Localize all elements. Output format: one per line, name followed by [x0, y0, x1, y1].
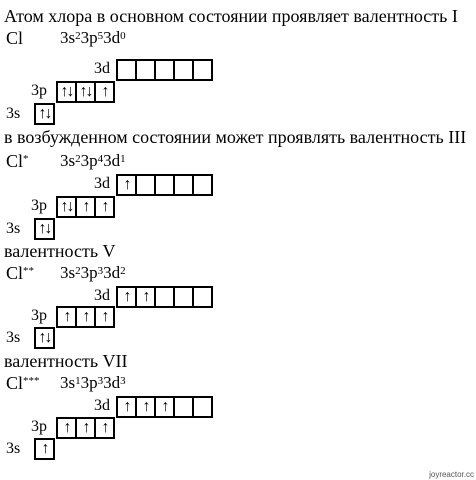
sublevel: 3p: [80, 373, 98, 392]
excited-mark: **: [23, 265, 35, 277]
electron-count: 3: [97, 375, 104, 387]
3d-orbital-box: [154, 396, 175, 418]
3d-orbital-box: [116, 286, 137, 308]
sublevel: 3p: [80, 263, 98, 282]
3s-orbitals: [34, 438, 55, 460]
unpaired-electron-arrow: ↑: [82, 419, 89, 436]
element-symbol: [6, 373, 40, 393]
sublevel: 3s: [60, 151, 76, 170]
electron-configuration: [60, 151, 126, 171]
3p-orbitals: [56, 417, 115, 439]
watermark: joyreactor.cc: [429, 470, 474, 479]
sublevel-label-3d: 3d: [94, 175, 110, 192]
sublevel-label-3s: 3s: [6, 220, 21, 237]
paired-electrons-arrow: ↑↓: [60, 83, 73, 100]
electron-count: 3: [97, 265, 104, 277]
sublevel-label-3s: 3s: [6, 105, 21, 122]
3d-orbital-box: [192, 174, 213, 196]
3d-orbitals: [116, 174, 213, 196]
electron-count: 2: [120, 265, 126, 277]
3d-orbital-box: [192, 286, 213, 308]
sublevel: 3p: [80, 28, 98, 47]
3d-orbital-box: [192, 396, 213, 418]
paired-electrons-arrow: ↑↓: [79, 83, 92, 100]
sublevel-label-3d: 3d: [94, 60, 110, 77]
symbol-text: Cl: [6, 151, 24, 171]
element-symbol: [6, 151, 29, 171]
unpaired-electron-arrow: ↑: [41, 440, 48, 457]
unpaired-electron-arrow: ↑: [63, 308, 70, 325]
sublevel-label-3s: 3s: [6, 329, 21, 346]
sublevel-label-3s: 3s: [6, 440, 21, 457]
title-ground-state: Атом хлора в основном состоянии проявляет валентность I: [4, 6, 458, 26]
title-valence-vii: валентность VII: [4, 351, 128, 371]
3s-orbital-box: [34, 103, 55, 125]
unpaired-electron-arrow: ↑: [101, 198, 108, 215]
paired-electrons-arrow: ↑↓: [60, 198, 73, 215]
unpaired-electron-arrow: ↑: [161, 398, 168, 415]
3d-orbital-box: [173, 286, 194, 308]
electron-count: 3: [120, 375, 126, 387]
unpaired-electron-arrow: ↑: [142, 288, 149, 305]
electron-count: 2: [75, 153, 81, 165]
3d-orbital-box: [192, 59, 213, 81]
3p-orbital-box: [94, 306, 115, 328]
3p-orbital-box: [56, 417, 77, 439]
3s-orbitals: [34, 327, 55, 349]
3p-orbitals: [56, 306, 115, 328]
unpaired-electron-arrow: ↑: [63, 419, 70, 436]
sublevel: 3d: [103, 151, 121, 170]
sublevel-label-3d: 3d: [94, 397, 110, 414]
sublevel-label-3d: 3d: [94, 287, 110, 304]
unpaired-electron-arrow: ↑: [123, 288, 130, 305]
symbol-text: Cl: [6, 373, 24, 393]
element-symbol: [6, 263, 34, 283]
3p-orbital-box: [75, 306, 96, 328]
electron-configuration: [60, 373, 126, 393]
3p-orbitals: [56, 81, 115, 103]
3s-orbital-box: [34, 218, 55, 240]
3p-orbital-box: [75, 81, 96, 103]
electron-count: 0: [120, 30, 126, 42]
excited-mark: *: [23, 153, 29, 165]
3d-orbital-box: [116, 59, 137, 81]
3d-orbital-box: [135, 174, 156, 196]
title-valence-v: валентность V: [4, 241, 116, 261]
3s-orbital-box: [34, 438, 55, 460]
3s-orbitals: [34, 218, 55, 240]
electron-count: 1: [75, 375, 81, 387]
sublevel-label-3p: 3p: [31, 418, 47, 435]
3d-orbital-box: [116, 174, 137, 196]
unpaired-electron-arrow: ↑: [101, 83, 108, 100]
unpaired-electron-arrow: ↑: [123, 176, 130, 193]
sublevel: 3d: [103, 373, 121, 392]
3d-orbital-box: [135, 286, 156, 308]
unpaired-electron-arrow: ↑: [123, 398, 130, 415]
3s-orbitals: [34, 103, 55, 125]
sublevel: 3s: [60, 373, 76, 392]
electron-count: 5: [97, 30, 104, 42]
3d-orbital-box: [154, 174, 175, 196]
sublevel-label-3p: 3p: [31, 307, 47, 324]
excited-mark: ***: [23, 375, 40, 387]
sublevel: 3s: [60, 263, 76, 282]
3d-orbital-box: [154, 59, 175, 81]
3d-orbital-box: [154, 286, 175, 308]
3d-orbital-box: [135, 396, 156, 418]
3p-orbital-box: [94, 196, 115, 218]
3p-orbital-box: [94, 81, 115, 103]
3d-orbitals: [116, 396, 213, 418]
unpaired-electron-arrow: ↑: [82, 308, 89, 325]
3d-orbital-box: [173, 396, 194, 418]
3d-orbitals: [116, 286, 213, 308]
electron-configuration: [60, 263, 126, 283]
electron-count: 2: [75, 30, 81, 42]
unpaired-electron-arrow: ↑: [82, 198, 89, 215]
sublevel-label-3p: 3p: [31, 82, 47, 99]
3p-orbital-box: [56, 306, 77, 328]
electron-count: 4: [97, 153, 104, 165]
symbol-text: Cl: [6, 263, 24, 283]
3p-orbital-box: [94, 417, 115, 439]
paired-electrons-arrow: ↑↓: [38, 105, 51, 122]
sublevel: 3d: [103, 28, 121, 47]
title-excited-state: в возбужденном состоянии может проявлять валентность III: [4, 127, 467, 147]
electron-configuration: [60, 28, 126, 48]
3d-orbitals: [116, 59, 213, 81]
sublevel: 3d: [103, 263, 121, 282]
3p-orbital-box: [56, 81, 77, 103]
symbol-text: Cl: [6, 28, 24, 48]
3p-orbital-box: [56, 196, 77, 218]
3d-orbital-box: [173, 174, 194, 196]
electron-count: 2: [75, 265, 81, 277]
3p-orbitals: [56, 196, 115, 218]
unpaired-electron-arrow: ↑: [101, 419, 108, 436]
3d-orbital-box: [135, 59, 156, 81]
sublevel-label-3p: 3p: [31, 197, 47, 214]
3d-orbital-box: [173, 59, 194, 81]
unpaired-electron-arrow: ↑: [142, 398, 149, 415]
sublevel: 3p: [80, 151, 98, 170]
electron-count: 1: [120, 153, 126, 165]
3p-orbital-box: [75, 196, 96, 218]
unpaired-electron-arrow: ↑: [101, 308, 108, 325]
3s-orbital-box: [34, 327, 55, 349]
3p-orbital-box: [75, 417, 96, 439]
paired-electrons-arrow: ↑↓: [38, 220, 51, 237]
paired-electrons-arrow: ↑↓: [38, 329, 51, 346]
sublevel: 3s: [60, 28, 76, 47]
3d-orbital-box: [116, 396, 137, 418]
element-symbol: [6, 28, 23, 48]
